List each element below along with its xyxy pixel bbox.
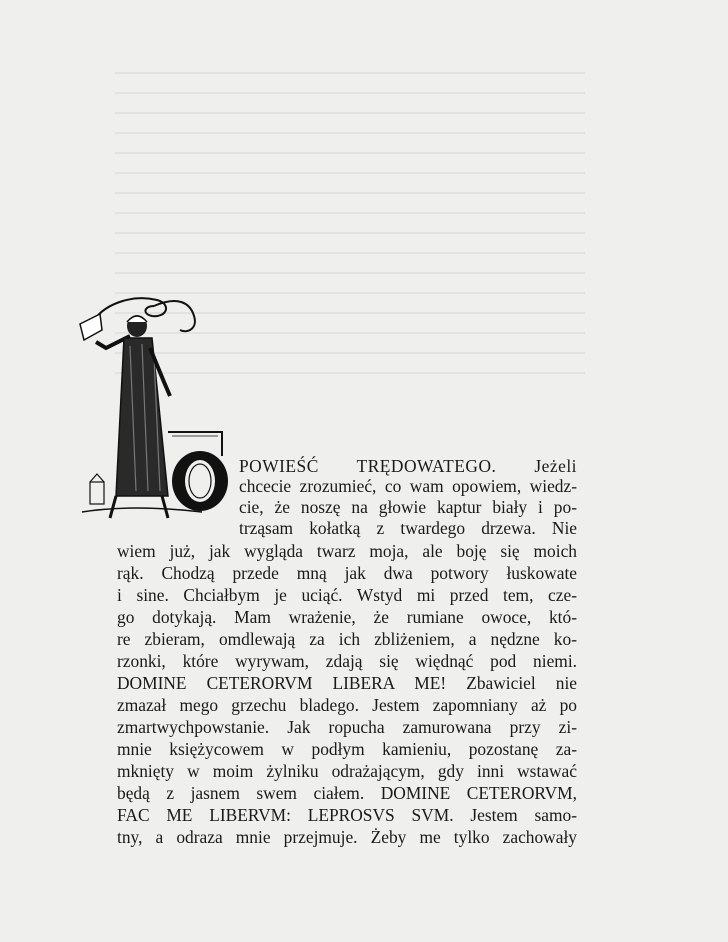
- text-line: cie, że noszę na głowie kaptur biały i po-: [239, 497, 577, 517]
- text-line: go dotykają. Mam wrażenie, że rumiane owoce, któ-: [117, 607, 577, 627]
- text-line: zmartwychpowstanie. Jak ropucha zamurowana przy zi-: [117, 717, 577, 737]
- dropcap-letter-o: [171, 450, 229, 512]
- text-line: rąk. Chodzą przede mną jak dwa potwory łuskowate: [117, 563, 577, 583]
- text-line: POWIEŚĆ TRĘDOWATEGO. Jeżeli: [239, 456, 577, 476]
- text-line: re zbieram, omdlewają za ich zbliżeniem, a nędzne ko-: [117, 629, 577, 649]
- text-line: mnie księżycowem w podłym kamieniu, pozostanę za-: [117, 739, 577, 759]
- text-line: rzonki, które wyrywam, zdają się więdnąć pod niemi.: [117, 651, 577, 671]
- text-line: wiem już, jak wygląda twarz moja, ale boję się moich: [117, 541, 577, 561]
- text-line: zmazał mego grzechu bladego. Jestem zapomniany aż po: [117, 695, 577, 715]
- text-line: FAC ME LIBERVM: LEPROSVS SVM. Jestem samo-: [117, 805, 577, 825]
- text-line: trząsam kołatką z twardego drzewa. Nie: [239, 518, 577, 538]
- text-line: DOMINE CETERORVM LIBERA ME! Zbawiciel nie: [117, 673, 577, 693]
- text-line: chcecie zrozumieć, co wam opowiem, wiedz-: [239, 476, 577, 496]
- text-line: mknięty w moim żylniku odrażającym, gdy inni wstawać: [117, 761, 577, 781]
- text-line: tny, a odraza mnie przejmuje. Żeby me tylko zachowały: [117, 827, 577, 847]
- text-line: i sine. Chciałbym je uciąć. Wstyd mi przed tem, cze-: [117, 585, 577, 605]
- text-line: będą z jasnem swem ciałem. DOMINE CETERORVM,: [117, 783, 577, 803]
